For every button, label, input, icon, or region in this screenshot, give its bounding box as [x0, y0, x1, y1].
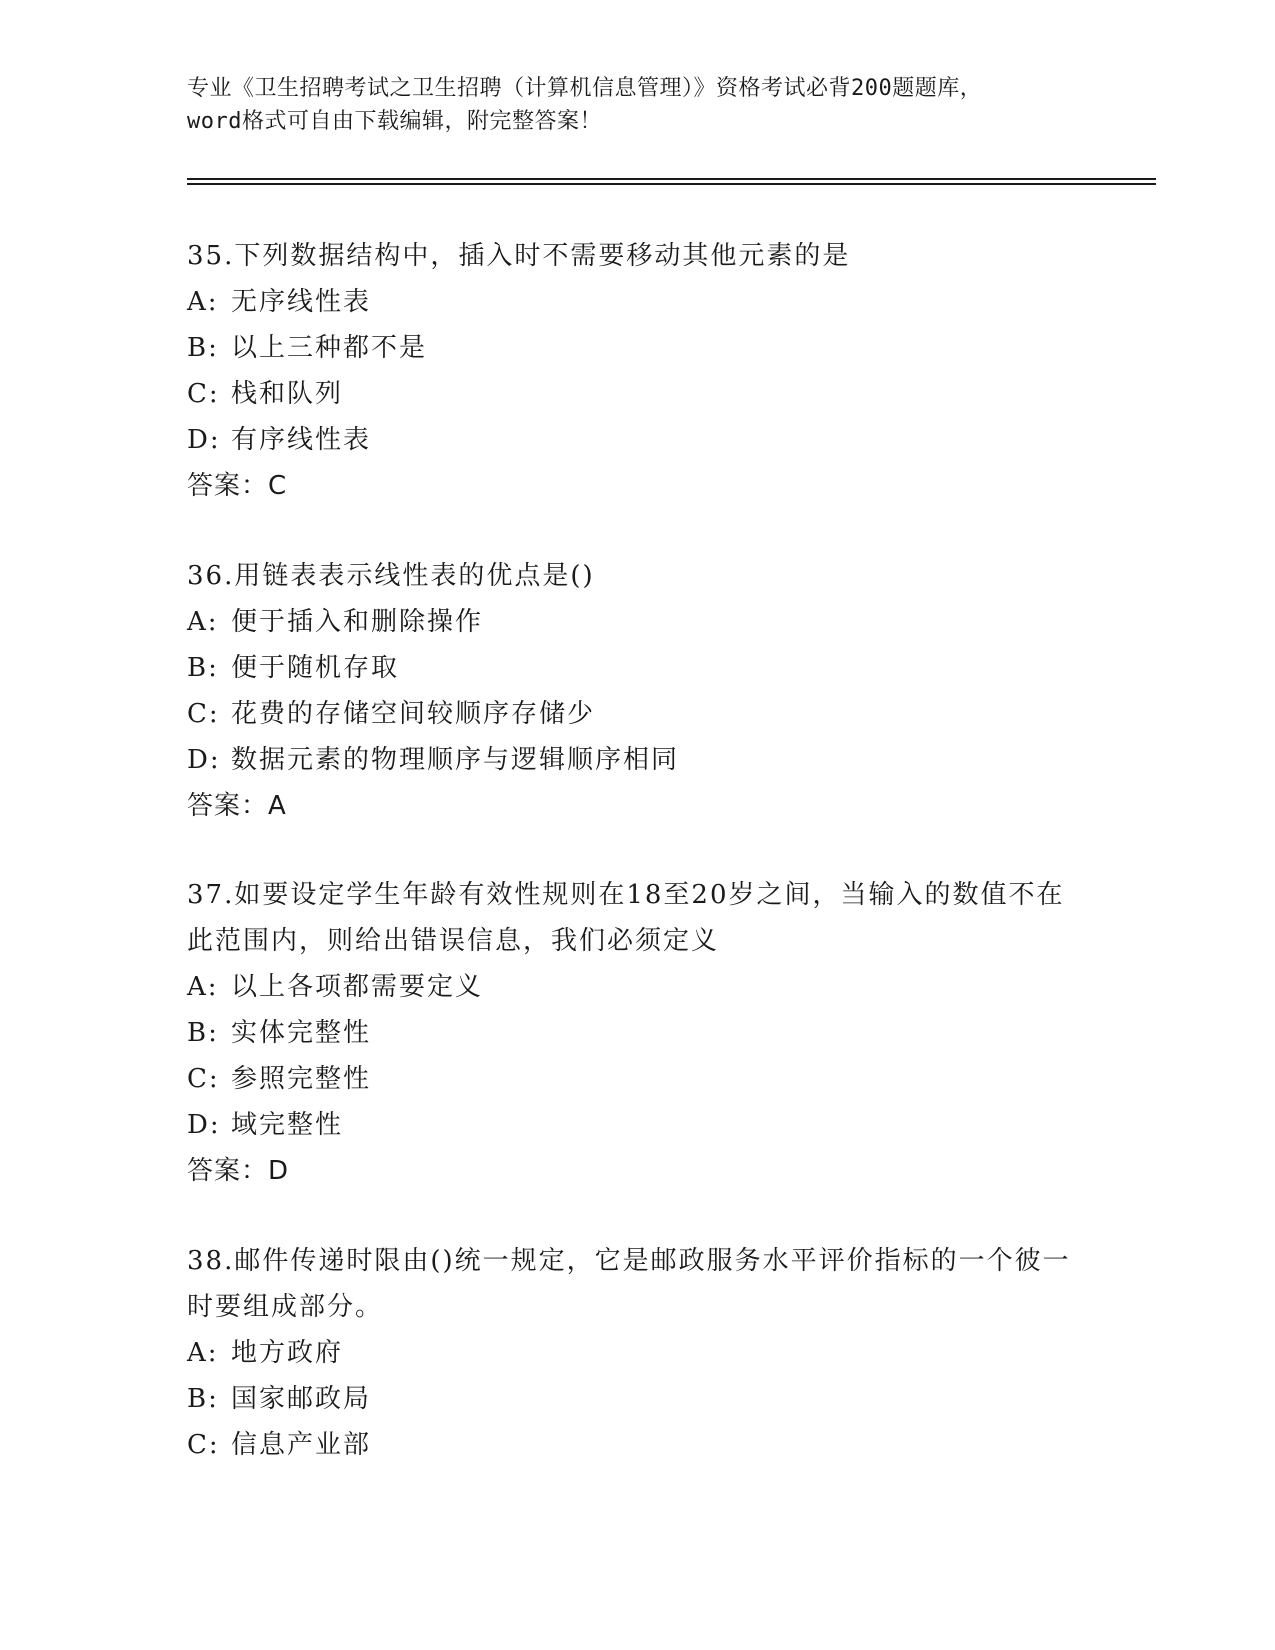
- option-text: 以上三种都不是: [231, 333, 428, 363]
- option-key: A:: [187, 972, 219, 1002]
- option-d: [187, 417, 1087, 463]
- option-text: 以上各项都需要定义: [231, 972, 484, 1002]
- question-stem: 38.邮件传递时限由()统一规定，它是邮政服务水平评价指标的一个彼一时要组成部分。: [187, 1246, 1071, 1322]
- option-text: 便于随机存取: [231, 653, 400, 683]
- option-a: [187, 599, 1087, 645]
- option-text: 无序线性表: [231, 287, 372, 317]
- option-c: [187, 1422, 1087, 1468]
- option-text: 参照完整性: [231, 1064, 372, 1094]
- option-text: 便于插入和删除操作: [231, 607, 484, 637]
- option-d: [187, 737, 1087, 783]
- option-text: 国家邮政局: [231, 1384, 372, 1414]
- option-text: 地方政府: [231, 1338, 344, 1368]
- option-c: [187, 371, 1087, 417]
- question-35: [187, 233, 1087, 509]
- option-key: C:: [187, 699, 220, 729]
- answer-line: 答案：C: [187, 471, 288, 501]
- option-key: D:: [187, 425, 221, 455]
- option-c: [187, 1056, 1087, 1102]
- option-text: 数据元素的物理顺序与逻辑顺序相同: [231, 745, 680, 775]
- option-key: B:: [187, 1018, 219, 1048]
- question-stem: 36.用链表表示线性表的优点是(): [187, 561, 595, 591]
- header-divider-bottom: [187, 183, 1156, 185]
- option-text: 栈和队列: [231, 379, 344, 409]
- question-stem: 37.如要设定学生年龄有效性规则在18至20岁之间，当输入的数值不在此范围内，则给出错误信息，我们必须定义: [187, 880, 1065, 956]
- header-divider-top: [187, 178, 1156, 180]
- question-36: [187, 553, 1087, 829]
- option-key: C:: [187, 379, 220, 409]
- header-line-1: 专业《卫生招聘考试之卫生招聘（计算机信息管理）》资格考试必背200题题库，: [187, 76, 983, 101]
- option-a: [187, 1330, 1087, 1376]
- option-c: [187, 691, 1087, 737]
- question-stem: 35.下列数据结构中，插入时不需要移动其他元素的是: [187, 241, 851, 271]
- option-text: 花费的存储空间较顺序存储少: [231, 699, 596, 729]
- option-a: [187, 279, 1087, 325]
- header-line-2: word格式可自由下载编辑，附完整答案！: [187, 109, 602, 134]
- option-text: 信息产业部: [231, 1430, 372, 1460]
- option-a: [187, 964, 1087, 1010]
- option-text: 实体完整性: [231, 1018, 372, 1048]
- option-key: D:: [187, 1110, 221, 1140]
- answer-line: 答案：D: [187, 1156, 290, 1186]
- option-key: B:: [187, 653, 219, 683]
- option-key: A:: [187, 287, 219, 317]
- option-b: [187, 1376, 1087, 1422]
- question-38: [187, 1238, 1087, 1468]
- option-text: 域完整性: [231, 1110, 344, 1140]
- document-header: [187, 72, 1087, 138]
- option-key: A:: [187, 607, 219, 637]
- answer-line: 答案：A: [187, 791, 287, 821]
- option-key: B:: [187, 333, 219, 363]
- option-b: [187, 1010, 1087, 1056]
- option-b: [187, 645, 1087, 691]
- option-text: 有序线性表: [231, 425, 372, 455]
- option-key: C:: [187, 1064, 220, 1094]
- question-37: [187, 872, 1087, 1194]
- option-key: C:: [187, 1430, 220, 1460]
- option-d: [187, 1102, 1087, 1148]
- option-key: D:: [187, 745, 221, 775]
- option-b: [187, 325, 1087, 371]
- option-key: B:: [187, 1384, 219, 1414]
- option-key: A:: [187, 1338, 219, 1368]
